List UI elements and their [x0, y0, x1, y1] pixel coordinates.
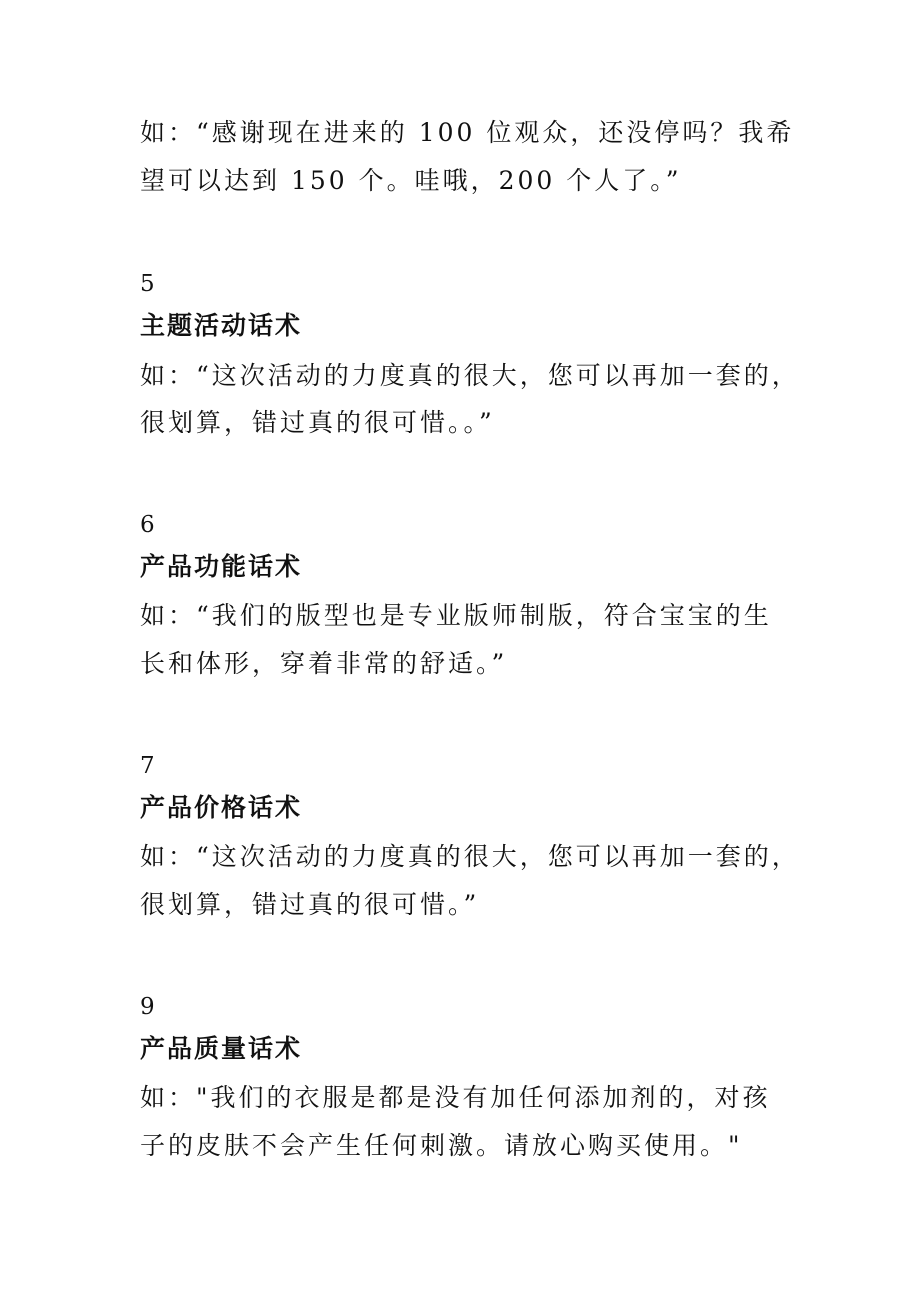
section-number: 7 — [140, 753, 155, 779]
section-title: 产品功能话术 — [140, 552, 303, 581]
section-line-2: 子的皮肤不会产生任何刺激。请放心购买使用。" — [140, 1131, 743, 1160]
intro-line-1: 如：“感谢现在进来的 100 位观众，还没停吗？我希 — [140, 118, 795, 147]
intro-line-2: 望可以达到 150 个。哇哦，200 个人了。” — [140, 166, 682, 195]
section-title: 主题活动话术 — [140, 311, 303, 340]
section-number: 6 — [140, 512, 155, 538]
section-line-2: 很划算，错过真的很可惜。” — [140, 890, 480, 919]
section-line-1: 如：“这次活动的力度真的很大，您可以再加一套的， — [140, 842, 800, 871]
section-title: 产品价格话术 — [140, 793, 303, 822]
section-line-1: 如：“我们的版型也是专业版师制版，符合宝宝的生 — [140, 601, 772, 630]
section-line-1: 如："我们的衣服是都是没有加任何添加剂的，对孩 — [140, 1083, 771, 1112]
section-line-1: 如：“这次活动的力度真的很大，您可以再加一套的， — [140, 361, 800, 390]
section-title: 产品质量话术 — [140, 1034, 303, 1063]
section-line-2: 很划算，错过真的很可惜。。” — [140, 408, 495, 437]
section-number: 9 — [140, 994, 155, 1020]
section-line-2: 长和体形，穿着非常的舒适。” — [140, 649, 508, 678]
section-number: 5 — [140, 271, 155, 297]
